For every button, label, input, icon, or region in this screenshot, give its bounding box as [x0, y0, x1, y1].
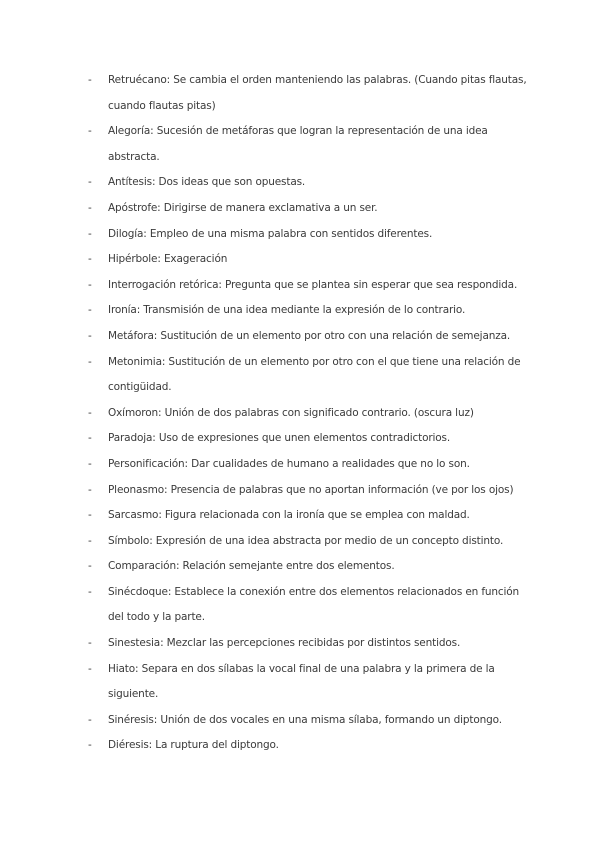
list-item-text: Sinéresis: Unión de dos vocales en una misma sílaba, formando un diptongo.	[108, 713, 502, 726]
list-bullet: -	[88, 662, 92, 675]
list-item-text: Paradoja: Uso de expresiones que unen elementos contradictorios.	[108, 432, 451, 445]
list-bullet: -	[88, 253, 92, 266]
list-bullet: -	[88, 509, 92, 522]
list-item-text: Pleonasmo: Presencia de palabras que no aportan información (ve por los ojos)	[108, 483, 514, 496]
list-item-text: Apóstrofe: Dirigirse de manera exclamativa a un ser.	[108, 201, 378, 214]
list-bullet: -	[88, 534, 92, 547]
list-bullet: -	[88, 201, 92, 214]
list-item-text: Antítesis: Dos ideas que son opuestas.	[108, 176, 306, 189]
list-bullet: -	[88, 637, 92, 650]
list-item	[88, 733, 528, 759]
list-item-text: Hiato: Separa en dos sílabas la vocal final de una palabra y la primera de la siguiente.	[108, 662, 495, 701]
list-item	[88, 222, 528, 248]
list-bullet: -	[88, 74, 92, 86]
list-bullet: -	[88, 483, 92, 496]
list-bullet: -	[88, 560, 92, 573]
list-item	[88, 452, 528, 478]
list-item-text: Interrogación retórica: Pregunta que se plantea sin esperar que sea respondida.	[108, 278, 518, 291]
list-bullet: -	[88, 739, 92, 752]
list-item	[88, 298, 528, 324]
list-item	[88, 401, 528, 427]
list-item-text: Ironía: Transmisión de una idea mediante la expresión de lo contrario.	[108, 304, 466, 317]
list-bullet: -	[88, 227, 92, 240]
list-bullet: -	[88, 457, 92, 470]
list-bullet: -	[88, 304, 92, 317]
list-item	[88, 247, 528, 273]
list-bullet: -	[88, 585, 92, 598]
list-item-text: Sinestesia: Mezclar las percepciones recibidas por distintos sentidos.	[108, 637, 461, 650]
list-bullet: -	[88, 125, 92, 138]
figures-list	[88, 68, 528, 759]
list-item	[88, 119, 528, 170]
list-item-text: Hipérbole: Exageración	[108, 253, 228, 266]
list-item	[88, 503, 528, 529]
list-item	[88, 324, 528, 350]
list-item-text: Retruécano: Se cambia el orden manteniendo las palabras. (Cuando pitas flautas, cuando flautas pitas)	[108, 74, 527, 112]
list-item	[88, 196, 528, 222]
list-item-text: Símbolo: Expresión de una idea abstracta por medio de un concepto distinto.	[108, 534, 504, 547]
list-item-text: Comparación: Relación semejante entre dos elementos.	[108, 560, 395, 573]
list-item	[88, 631, 528, 657]
list-bullet: -	[88, 713, 92, 726]
list-item-text: Sarcasmo: Figura relacionada con la ironía que se emplea con maldad.	[108, 509, 470, 522]
list-item	[88, 478, 528, 504]
list-bullet: -	[88, 278, 92, 291]
list-item-text: Personificación: Dar cualidades de humano a realidades que no lo son.	[108, 457, 470, 470]
list-bullet: -	[88, 432, 92, 445]
list-item	[88, 68, 528, 119]
list-bullet: -	[88, 176, 92, 189]
list-item	[88, 273, 528, 299]
list-item	[88, 554, 528, 580]
list-item-text: Alegoría: Sucesión de metáforas que logran la representación de una idea abstracta.	[108, 125, 488, 163]
list-item	[88, 529, 528, 555]
list-item	[88, 708, 528, 734]
list-item-text: Diéresis: La ruptura del diptongo.	[108, 739, 279, 752]
list-bullet: -	[88, 406, 92, 419]
list-bullet: -	[88, 329, 92, 342]
list-bullet: -	[88, 355, 92, 368]
list-item	[88, 170, 528, 196]
list-item-text: Metáfora: Sustitución de un elemento por otro con una relación de semejanza.	[108, 329, 511, 342]
list-item	[88, 426, 528, 452]
list-item	[88, 350, 528, 401]
list-item-text: Metonimia: Sustitución de un elemento por otro con el que tiene una relación de contigüidad.	[108, 355, 521, 394]
list-item-text: Sinécdoque: Establece la conexión entre dos elementos relacionados en función del todo y la parte.	[108, 585, 520, 624]
list-item-text: Oxímoron: Unión de dos palabras con significado contrario. (oscura luz)	[108, 406, 474, 419]
list-item	[88, 657, 528, 708]
list-item	[88, 580, 528, 631]
list-item-text: Dilogía: Empleo de una misma palabra con sentidos diferentes.	[108, 227, 433, 240]
